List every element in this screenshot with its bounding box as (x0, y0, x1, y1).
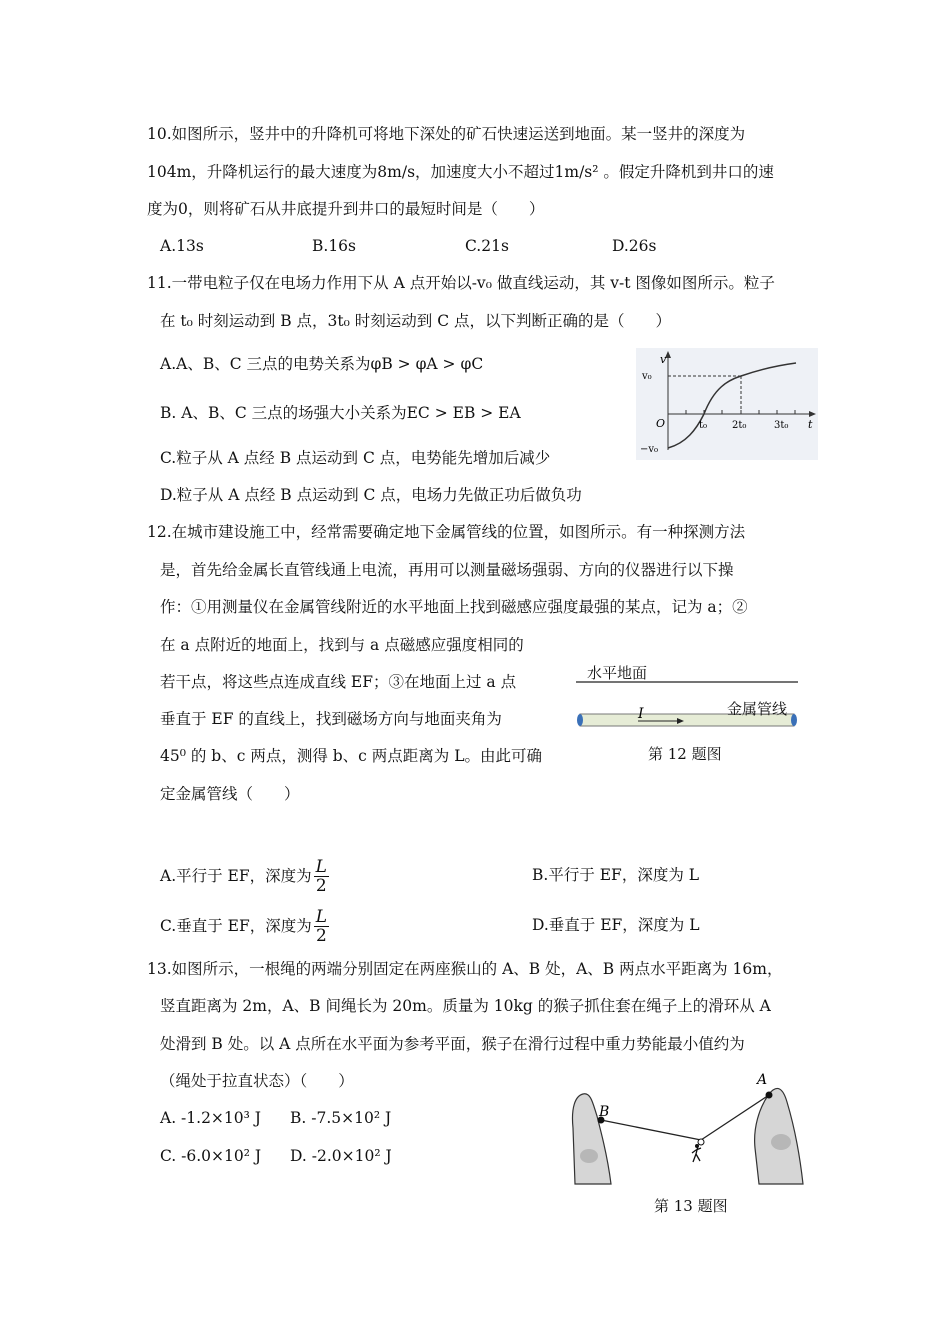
q12-line-6: 垂直于 EF 的直线上，找到磁场方向与地面夹角为 (160, 710, 502, 728)
fig12-caption: 第 12 题图 (648, 745, 722, 763)
vt-origin-label: O (656, 417, 666, 430)
q10-line-2: 104m，升降机运行的最大速度为8m/s，加速度大小不超过1m/s² 。假定升降机到井口的速 (147, 163, 774, 181)
fig12-current-label: I (638, 706, 644, 722)
q10-line-1: 10.如图所示，竖井中的升降机可将地下深处的矿石快速运送到地面。某一竖井的深度为 (147, 125, 746, 143)
q12-line-8: 定金属管线（ ） (160, 785, 300, 803)
q11-line-1: 11.一带电粒子仅在电场力作用下从 A 点开始以-v₀ 做直线运动，其 v-t 图像如图所示。粒子 (147, 274, 775, 292)
q11-line-2: 在 t₀ 时刻运动到 B 点，3t₀ 时刻运动到 C 点，以下判断正确的是（ ） (160, 312, 671, 330)
q10-option-a: A.13s (160, 237, 204, 255)
fig13-monkey-mountains (565, 1068, 815, 1188)
q12-option-c-fraction: $\frac{L}{2}$ (315, 906, 328, 946)
q12-option-c (160, 903, 329, 949)
q10-option-d: D.26s (612, 237, 657, 255)
q12-option-b: B.平行于 EF，深度为 L (532, 866, 700, 884)
q11-option-d: D.粒子从 A 点经 B 点运动到 C 点，电场力先做正功后做负功 (160, 486, 582, 504)
fig13-slide-ring (698, 1139, 704, 1145)
q13-option-a: A. -1.2×10³ J (160, 1109, 261, 1127)
vt-tick-3t0: 3t₀ (774, 420, 789, 431)
q10-line-3: 度为0，则将矿石从井底提升到井口的最短时间是（ ） (147, 200, 545, 218)
q13-option-d: D. -2.0×10² J (290, 1147, 392, 1165)
q12-line-4: 在 a 点附近的地面上，找到与 a 点磁感应强度相同的 (160, 636, 524, 654)
q12-line-5: 若干点，将这些点连成直线 EF；③在地面上过 a 点 (160, 673, 517, 691)
q12-line-3: 作：①用测量仪在金属管线附近的水平地面上找到磁感应强度最强的某点，记为 a；② (160, 598, 748, 616)
q13-line-1: 13.如图所示，一根绳的两端分别固定在两座猴山的 A、B 处，A、B 两点水平距离为 16m， (147, 960, 783, 978)
vt-v0-label: v₀ (642, 371, 652, 382)
q10-option-c: C.21s (465, 237, 509, 255)
fig13-label-a: A (757, 1072, 768, 1088)
q13-line-4: （绳处于拉直状态）（ ） (160, 1072, 354, 1090)
q13-option-b: B. -7.5×10² J (290, 1109, 392, 1127)
q13-line-3: 处滑到 B 处。以 A 点所在水平面为参考平面，猴子在滑行过程中重力势能最小值约为 (160, 1035, 745, 1053)
q12-option-a-text: A.平行于 EF，深度为 (160, 867, 312, 885)
q12-line-1: 12.在城市建设施工中，经常需要确定地下金属管线的位置，如图所示。有一种探测方法 (147, 523, 746, 541)
vt-tick-t0: t₀ (699, 420, 708, 431)
q12-option-a-fraction: $\frac{L}{2}$ (315, 856, 327, 896)
q13-option-c: C. -6.0×10² J (160, 1147, 262, 1165)
vt-neg-v0-label: −v₀ (640, 444, 659, 455)
q12-option-a (160, 853, 329, 899)
vt-y-label: v (660, 353, 667, 366)
q13-line-2: 竖直距离为 2m，A、B 间绳长为 20m。质量为 10kg 的猴子抓住套在绳子上的滑环从 A (160, 997, 771, 1015)
q12-option-c-text: C.垂直于 EF，深度为 (160, 917, 312, 935)
q11-option-c: C.粒子从 A 点经 B 点运动到 C 点，电势能先增加后减少 (160, 449, 551, 467)
fig13-rope-b-side (601, 1120, 701, 1140)
q11-option-b: B. A、B、C 三点的场强大小关系为EC > EB > EA (160, 404, 521, 422)
fig13-monkey (692, 1146, 701, 1162)
q12-line-7: 45⁰ 的 b、c 两点，测得 b、c 两点距离为 L。由此可确 (160, 747, 542, 765)
q12-option-d: D.垂直于 EF，深度为 L (532, 916, 700, 934)
fig13-caption: 第 13 题图 (654, 1197, 728, 1215)
fig13-point-a (766, 1092, 773, 1099)
q12-line-2: 是，首先给金属长直管线通上电流，再用可以测量磁场强弱、方向的仪器进行以下操 (160, 561, 734, 579)
q10-option-b: B.16s (312, 237, 356, 255)
vt-x-label: t (808, 418, 813, 431)
q11-option-a: A.A、B、C 三点的电势关系为φB > φA > φC (160, 355, 484, 373)
fig13-label-b: B (599, 1104, 610, 1120)
fig12-ground-label: 水平地面 (587, 664, 648, 682)
vt-graph (636, 348, 818, 460)
fig12-pipe-label: 金属管线 (727, 700, 788, 718)
vt-tick-2t0: 2t₀ (732, 420, 747, 431)
